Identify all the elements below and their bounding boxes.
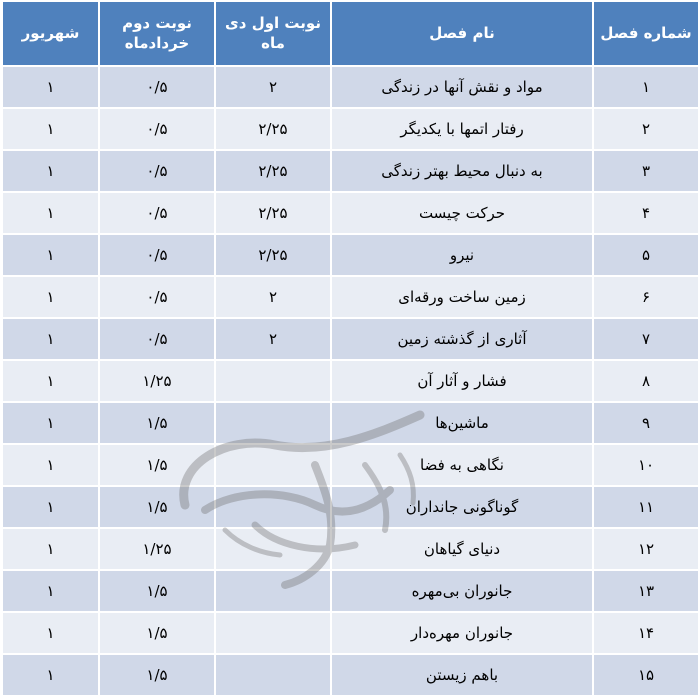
cell-chapter-name: جانوران بی‌مهره	[331, 570, 593, 612]
cell-chapter-number: ۷	[593, 318, 699, 360]
cell-chapter-name: مواد و نقش آنها در زندگی	[331, 66, 593, 108]
header-turn1: نوبت اول دی ماه	[215, 2, 331, 66]
cell-turn1: ۲/۲۵	[215, 192, 331, 234]
cell-chapter-number: ۱۲	[593, 528, 699, 570]
cell-shahrivar: ۱	[2, 528, 99, 570]
cell-chapter-number: ۱۱	[593, 486, 699, 528]
cell-shahrivar: ۱	[2, 192, 99, 234]
cell-turn2: ۱/۵	[99, 486, 215, 528]
table-header	[2, 2, 699, 66]
cell-shahrivar: ۱	[2, 444, 99, 486]
cell-chapter-number: ۱۰	[593, 444, 699, 486]
header-turn2: نوبت دوم خردادماه	[99, 2, 215, 66]
cell-chapter-number: ۳	[593, 150, 699, 192]
cell-turn2: ۰/۵	[99, 108, 215, 150]
table-row	[2, 276, 699, 318]
cell-turn2: ۱/۵	[99, 444, 215, 486]
cell-turn1	[215, 360, 331, 402]
cell-turn2: ۰/۵	[99, 150, 215, 192]
table-row	[2, 360, 699, 402]
cell-shahrivar: ۱	[2, 612, 99, 654]
cell-chapter-name: نگاهی به فضا	[331, 444, 593, 486]
header-row	[2, 2, 699, 66]
table-row	[2, 612, 699, 654]
cell-chapter-number: ۱	[593, 66, 699, 108]
cell-turn1	[215, 486, 331, 528]
cell-shahrivar: ۱	[2, 654, 99, 696]
cell-turn2: ۱/۲۵	[99, 528, 215, 570]
cell-chapter-name: فشار و آثار آن	[331, 360, 593, 402]
table-row	[2, 528, 699, 570]
table-row	[2, 486, 699, 528]
cell-turn2: ۰/۵	[99, 234, 215, 276]
cell-turn1: ۲/۲۵	[215, 108, 331, 150]
cell-turn1: ۲/۲۵	[215, 234, 331, 276]
cell-chapter-name: حرکت چیست	[331, 192, 593, 234]
cell-shahrivar: ۱	[2, 276, 99, 318]
cell-chapter-number: ۴	[593, 192, 699, 234]
cell-chapter-number: ۶	[593, 276, 699, 318]
cell-chapter-number: ۹	[593, 402, 699, 444]
cell-shahrivar: ۱	[2, 108, 99, 150]
cell-turn1	[215, 402, 331, 444]
cell-turn2: ۰/۵	[99, 276, 215, 318]
cell-chapter-number: ۲	[593, 108, 699, 150]
cell-turn1	[215, 570, 331, 612]
cell-turn2: ۰/۵	[99, 66, 215, 108]
header-chapter-name: نام فصل	[331, 2, 593, 66]
score-distribution-table	[1, 1, 700, 696]
cell-turn2: ۱/۵	[99, 402, 215, 444]
cell-turn2: ۰/۵	[99, 318, 215, 360]
cell-turn1: ۲	[215, 66, 331, 108]
header-chapter-number: شماره فصل	[593, 2, 699, 66]
cell-chapter-name: جانوران مهره‌دار	[331, 612, 593, 654]
cell-chapter-name: آثاری از گذشته زمین	[331, 318, 593, 360]
cell-turn1: ۲/۲۵	[215, 150, 331, 192]
cell-turn2: ۱/۵	[99, 654, 215, 696]
cell-chapter-name: ماشین‌ها	[331, 402, 593, 444]
cell-turn2: ۰/۵	[99, 192, 215, 234]
cell-turn1	[215, 654, 331, 696]
cell-chapter-name: گوناگونی جانداران	[331, 486, 593, 528]
cell-turn1: ۲	[215, 318, 331, 360]
cell-shahrivar: ۱	[2, 150, 99, 192]
cell-chapter-number: ۱۵	[593, 654, 699, 696]
table-body	[2, 66, 699, 696]
cell-chapter-name: زمین ساخت ورقه‌ای	[331, 276, 593, 318]
cell-shahrivar: ۱	[2, 402, 99, 444]
table-row	[2, 108, 699, 150]
cell-chapter-number: ۵	[593, 234, 699, 276]
cell-chapter-number: ۸	[593, 360, 699, 402]
cell-shahrivar: ۱	[2, 486, 99, 528]
cell-chapter-number: ۱۳	[593, 570, 699, 612]
table-row	[2, 318, 699, 360]
cell-turn2: ۱/۲۵	[99, 360, 215, 402]
cell-turn1	[215, 612, 331, 654]
table-row	[2, 192, 699, 234]
table-row	[2, 66, 699, 108]
cell-shahrivar: ۱	[2, 66, 99, 108]
table-row	[2, 444, 699, 486]
table-row	[2, 654, 699, 696]
cell-chapter-number: ۱۴	[593, 612, 699, 654]
cell-chapter-name: نیرو	[331, 234, 593, 276]
cell-chapter-name: رفتار اتمها با یکدیگر	[331, 108, 593, 150]
header-shahrivar: شهریور	[2, 2, 99, 66]
table-row	[2, 570, 699, 612]
cell-shahrivar: ۱	[2, 360, 99, 402]
cell-chapter-name: دنیای گیاهان	[331, 528, 593, 570]
cell-chapter-name: به دنبال محیط بهتر زندگی	[331, 150, 593, 192]
cell-turn1	[215, 444, 331, 486]
cell-turn1: ۲	[215, 276, 331, 318]
table-row	[2, 402, 699, 444]
cell-turn1	[215, 528, 331, 570]
cell-chapter-name: باهم زیستن	[331, 654, 593, 696]
cell-shahrivar: ۱	[2, 234, 99, 276]
table-row	[2, 150, 699, 192]
table-row	[2, 234, 699, 276]
cell-shahrivar: ۱	[2, 570, 99, 612]
cell-turn2: ۱/۵	[99, 612, 215, 654]
cell-shahrivar: ۱	[2, 318, 99, 360]
cell-turn2: ۱/۵	[99, 570, 215, 612]
